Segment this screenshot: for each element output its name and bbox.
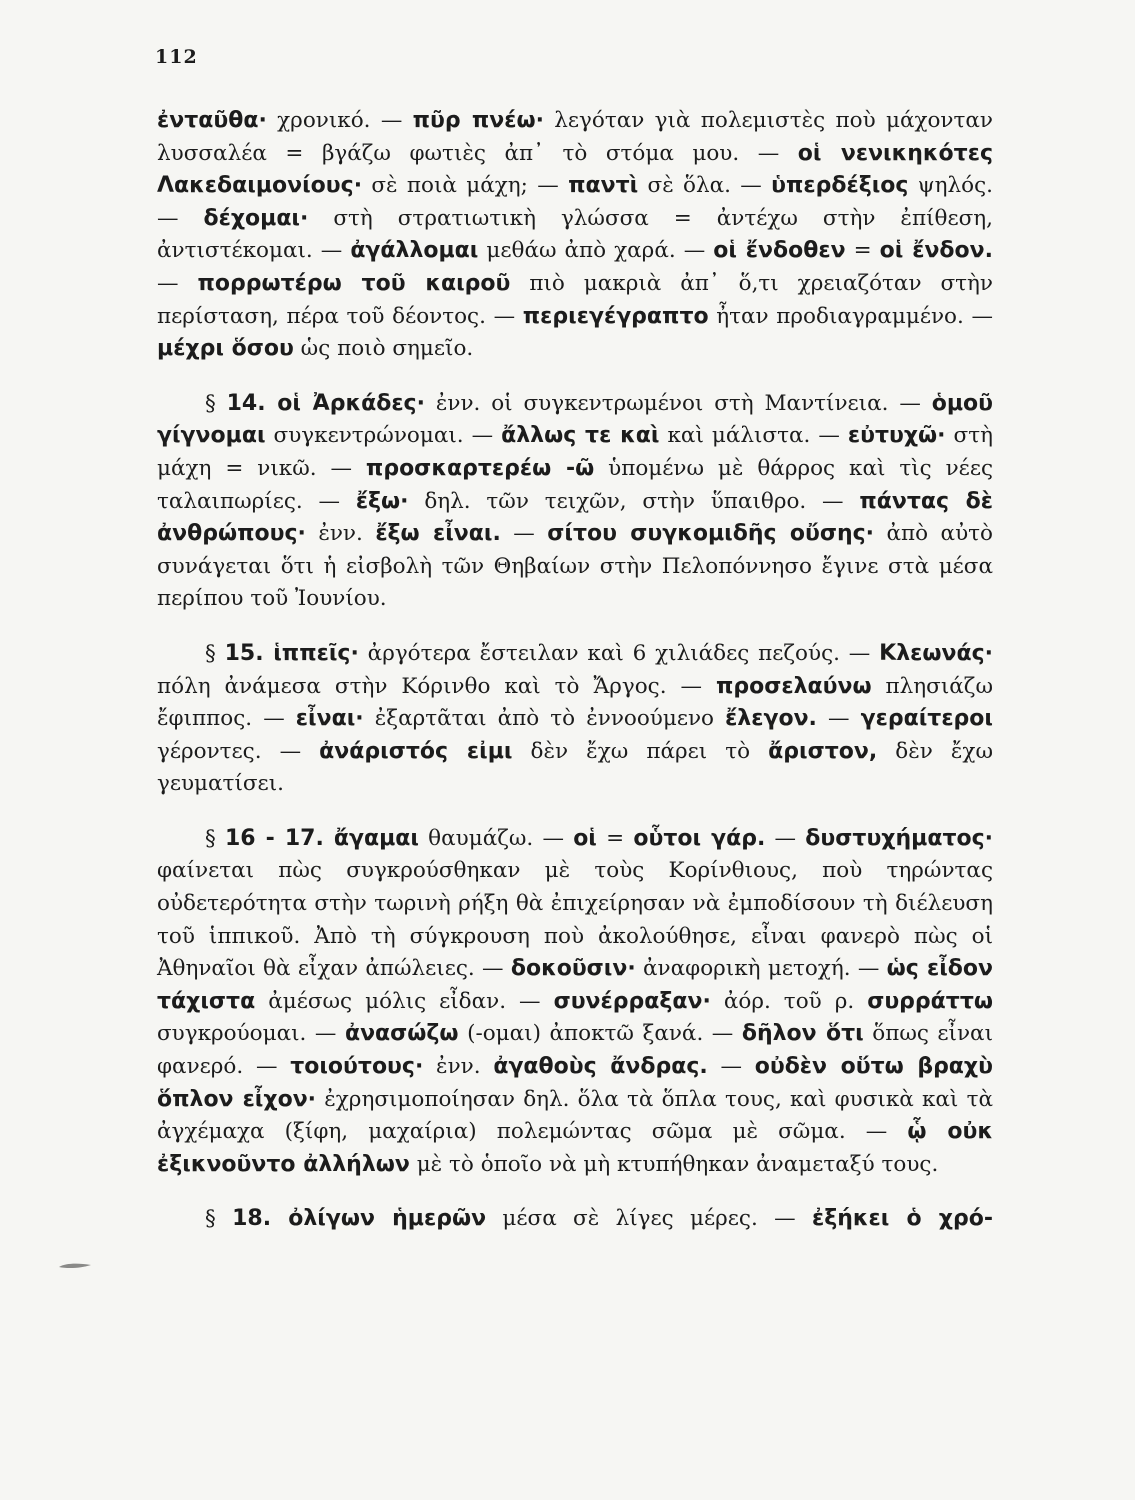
gloss-text: ἐξαρτᾶται ἀπὸ τὸ ἐννοούμενο bbox=[363, 706, 726, 732]
paragraph-glossary-18 bbox=[157, 1203, 993, 1236]
gloss-text: = bbox=[845, 238, 880, 264]
gloss-text: χρονικό. — bbox=[266, 108, 413, 133]
lemma-term: προσελαύνω bbox=[715, 673, 872, 699]
gloss-text: μεθάω ἀπὸ χαρά. — bbox=[478, 238, 714, 264]
lemma-term: ὁμοῦ γίγνομαι bbox=[157, 390, 993, 449]
paragraph-glossary-16-17 bbox=[157, 823, 993, 1182]
gloss-text: — bbox=[157, 270, 198, 296]
lemma-term: προσκαρτερέω -ῶ bbox=[365, 455, 595, 481]
lemma-term: 14. οἱ Ἀρκάδες· bbox=[226, 390, 425, 416]
gloss-text: ἀναφορικὴ μετοχή. — bbox=[635, 956, 887, 982]
gloss-text: θαυμάζω. — bbox=[418, 825, 574, 851]
lemma-term: Κλεωνάς· bbox=[879, 640, 993, 666]
lemma-term: δῆλον ὅτι bbox=[741, 1021, 864, 1047]
lemma-term: ἔξω εἶναι. bbox=[375, 521, 501, 547]
gloss-text: φαίνεται πὼς συγκρούσθηκαν μὲ τοὺς Κορίνθιους, ποὺ τηρώντας οὐδετερότητα στὴν τωρινὴ ρήξη θὰ ἐπιχείρησαν νὰ ἐμποδίσουν τὴ διέλευση τοῦ ἱππικοῦ. Ἀπὸ τὴ σύγκρουση ποὺ ἀκολούθησε, εἶναι φανερὸ πὼς οἱ Ἀθηναῖοι θὰ εἶχαν ἀπώλειες. — bbox=[157, 858, 993, 982]
lemma-term: οἱ νενικηκότες Λακεδαιμονίους· bbox=[157, 140, 993, 199]
gloss-text: ψηλός. — bbox=[157, 173, 993, 231]
lemma-term: 16 - 17. ἄγαμαι bbox=[224, 825, 419, 851]
gloss-text: ἀπὸ αὐτὸ συνάγεται ὅτι ἡ εἰσβολὴ τῶν Θηβαίων στὴν Πελοπόννησο ἔγινε στὰ μέσα περίπου τοῦ Ἰουνίου. bbox=[157, 521, 993, 612]
gloss-text: στὴ μάχη = νικῶ. — bbox=[157, 423, 993, 481]
paragraph-glossary-15 bbox=[157, 638, 993, 801]
gloss-text: § bbox=[205, 825, 225, 851]
lemma-term: δυστυχήματος· bbox=[805, 825, 994, 851]
gloss-text: ἀργότερα ἔστειλαν καὶ 6 χιλιάδες πεζούς. — bbox=[358, 640, 880, 666]
lemma-term: τοιούτους· bbox=[290, 1054, 424, 1080]
gloss-text: — bbox=[765, 825, 806, 851]
gloss-text: ἀόρ. τοῦ ρ. bbox=[710, 988, 868, 1014]
page-number: 112 bbox=[155, 46, 198, 68]
lemma-term: ἀγάλλομαι bbox=[350, 238, 479, 264]
lemma-term: ἀνάριστός εἰμι bbox=[319, 738, 513, 764]
gloss-text: = bbox=[596, 825, 634, 851]
lemma-term: 15. ἱππεῖς· bbox=[224, 640, 359, 666]
lemma-term: ὑπερδέξιος bbox=[771, 173, 909, 199]
lemma-term: οἱ bbox=[573, 825, 597, 851]
gloss-text: πόλη ἀνάμεσα στὴν Κόρινθο καὶ τὸ Ἄργος. — bbox=[157, 673, 716, 699]
lemma-term: ἐξήκει ὁ χρό- bbox=[811, 1206, 993, 1232]
lemma-term: ἀνασώζω bbox=[344, 1021, 459, 1047]
lemma-term: οἱ ἔνδον. bbox=[879, 238, 993, 264]
lemma-term: δοκοῦσιν· bbox=[510, 956, 636, 982]
lemma-term: εἶναι· bbox=[295, 706, 364, 732]
gloss-text: σὲ ὅλα. — bbox=[638, 173, 772, 199]
lemma-term: ἐνταῦθα· bbox=[157, 108, 267, 133]
gloss-text: § bbox=[205, 1206, 233, 1232]
lemma-term: ᾧ οὐκ ἐξικνοῦντο ἀλλήλων bbox=[157, 1119, 994, 1177]
paragraph-glossary-13 bbox=[157, 105, 993, 366]
lemma-term: ἔξω· bbox=[355, 488, 409, 514]
gloss-text: λεγόταν γιὰ πολεμιστὲς ποὺ μάχονταν λυσσαλέα = βγάζω φωτιὲς ἀπ᾽ τὸ στόμα μου. — bbox=[157, 108, 993, 166]
gloss-text: ἐχρησιμοποίησαν δηλ. ὅλα τὰ ὅπλα τους, καὶ φυσικὰ καὶ τὰ ἀγχέμαχα (ξίφη, μαχαίρια) πολεμώντας σῶμα μὲ σῶμα. — bbox=[157, 1086, 993, 1145]
lemma-term: οὐδὲν οὕτω βραχὺ ὅπλον εἶχον· bbox=[157, 1054, 993, 1112]
lemma-term: δέχομαι· bbox=[203, 205, 309, 231]
gloss-text: συγκρούομαι. — bbox=[157, 1021, 345, 1047]
gloss-text: ὡς ποιὸ σημεῖο. bbox=[293, 336, 474, 362]
lemma-term: εὐτυχῶ· bbox=[847, 423, 946, 449]
lemma-term: ἀγαθοὺς ἄνδρας. bbox=[493, 1054, 708, 1080]
gloss-text: ὅπως εἶναι φανερό. — bbox=[157, 1021, 994, 1080]
gloss-text: δὲν ἔχω πάρει τὸ bbox=[512, 738, 769, 764]
gloss-text: στὴ στρατιωτικὴ γλώσσα = ἀντέχω στὴν ἐπίθεση, ἀντιστέκομαι. — bbox=[157, 205, 993, 264]
gloss-text: (-ομαι) ἀποκτῶ ξανά. — bbox=[458, 1021, 742, 1047]
gloss-text: ἐνν. οἱ συγκεντρωμένοι στὴ Μαντίνεια. — bbox=[424, 390, 932, 416]
gloss-text: μὲ τὸ ὁποῖο νὰ μὴ κτυπήθηκαν ἀναμεταξύ τους. bbox=[409, 1151, 939, 1177]
gloss-text: συγκεντρώνομαι. — bbox=[265, 423, 502, 449]
gloss-text: ἦταν προδιαγραμμένο. — bbox=[708, 303, 993, 329]
gloss-text: § bbox=[205, 390, 227, 416]
lemma-term: σίτου συγκομιδῆς οὔσης· bbox=[547, 521, 875, 547]
lemma-term: ὡς εἶδον τάχιστα bbox=[157, 956, 994, 1014]
gloss-text: καὶ μάλιστα. — bbox=[659, 423, 848, 449]
gloss-text: μέσα σὲ λίγες μέρες. — bbox=[486, 1206, 812, 1232]
lemma-term: πῦρ πνέω· bbox=[412, 108, 544, 133]
lemma-term: περιεγέγραπτο bbox=[522, 303, 709, 329]
lemma-term: ἔλεγον. bbox=[725, 706, 817, 732]
paragraph-glossary-14 bbox=[157, 388, 993, 616]
lemma-term: πορρωτέρω τοῦ καιροῦ bbox=[197, 270, 511, 296]
gloss-text: § bbox=[205, 640, 225, 666]
gloss-text: σὲ ποιὰ μάχη; — bbox=[362, 173, 569, 199]
lemma-term: 18. ὀλίγων ἡμερῶν bbox=[232, 1206, 487, 1232]
gloss-text: δηλ. τῶν τειχῶν, στὴν ὕπαιθρο. — bbox=[408, 488, 860, 514]
lemma-term: ἄλλως τε καὶ bbox=[501, 423, 660, 449]
lemma-term: παντὶ bbox=[568, 173, 639, 199]
lemma-term: συνέρραξαν· bbox=[553, 988, 711, 1014]
gloss-text: — bbox=[707, 1054, 755, 1080]
lemma-term: οὗτοι γάρ. bbox=[633, 825, 766, 851]
page-body bbox=[157, 105, 993, 1236]
lemma-term: γεραίτεροι bbox=[860, 706, 993, 732]
lemma-term: μέχρι ὅσου bbox=[157, 336, 294, 362]
lemma-term: συρράττω bbox=[867, 988, 993, 1014]
gloss-text: — bbox=[816, 706, 861, 732]
gloss-text: ἀμέσως μόλις εἶδαν. — bbox=[255, 988, 554, 1014]
gloss-text: δὲν ἔχω γευματίσει. bbox=[157, 738, 993, 797]
margin-pencil-mark bbox=[58, 1262, 92, 1270]
gloss-text: ἐνν. bbox=[305, 521, 376, 547]
lemma-term: ἄριστον, bbox=[768, 738, 878, 764]
gloss-text: ἐνν. bbox=[423, 1054, 494, 1080]
gloss-text: ὑπομένω μὲ θάρρος καὶ τὶς νέες ταλαιπωρίες. — bbox=[157, 455, 993, 514]
gloss-text: — bbox=[500, 521, 548, 547]
lemma-term: πάντας δὲ ἀνθρώπους· bbox=[157, 488, 993, 547]
gloss-text: γέροντες. — bbox=[157, 738, 320, 764]
gloss-text: πιὸ μακριὰ ἀπ᾽ ὅ,τι χρειαζόταν στὴν περίσταση, πέρα τοῦ δέοντος. — bbox=[157, 270, 994, 329]
gloss-text: πλησιάζω ἔφιππος. — bbox=[157, 673, 993, 732]
lemma-term: οἱ ἔνδοθεν bbox=[713, 238, 846, 264]
